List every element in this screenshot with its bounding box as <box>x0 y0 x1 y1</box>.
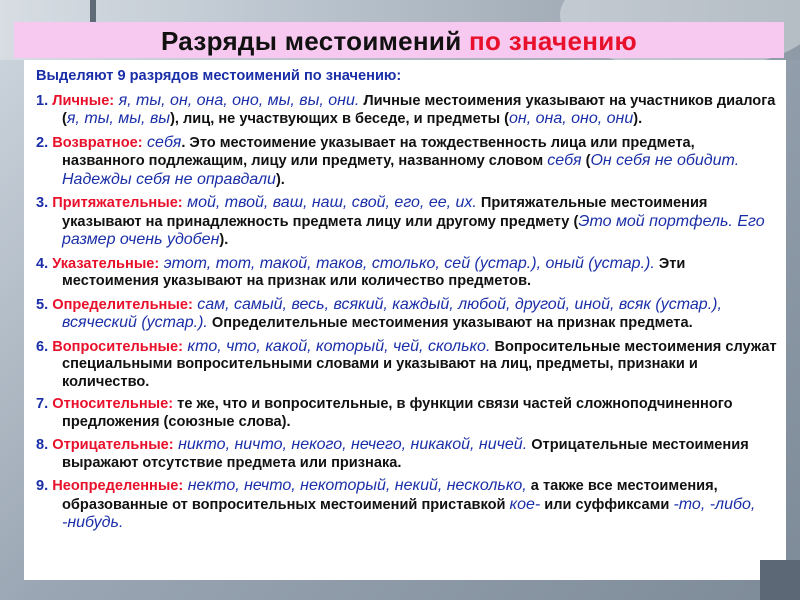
item-examples: некто, нечто, некоторый, некий, несколько, <box>183 477 527 494</box>
pronoun-category-item <box>36 194 778 250</box>
item-description-cont: или суффиксами <box>540 496 674 513</box>
slide-title-main: Разряды местоимений <box>161 26 469 56</box>
item-description: . Это местоимение указывает на тождественность лица или предмета, названного подлежащим, лицу или предмету, названному словом <box>62 134 695 169</box>
item-number: 3. <box>36 195 49 211</box>
pronoun-category-item <box>36 92 778 129</box>
item-description: Эти местоимения указывают на признак или количество предметов. <box>62 255 686 289</box>
text-area <box>36 64 778 538</box>
item-description-example: Это мой портфель. Его размер очень удобен <box>62 212 765 248</box>
item-description-example: себя <box>547 152 582 169</box>
item-description-cont: ). <box>219 232 229 248</box>
item-description: Вопросительные местоимения служат специальными вопросительными словами и указывают на лиц, предметы, признаки и количество. <box>62 338 777 390</box>
item-examples: себя <box>142 133 182 151</box>
item-number: 9. <box>36 478 49 494</box>
intro-line: Выделяют 9 разрядов местоимений по значению: <box>36 68 402 84</box>
item-number: 6. <box>36 338 49 355</box>
item-number: 2. <box>36 134 49 151</box>
item-description-example-2: он, она, оно, они <box>509 110 634 127</box>
item-number: 8. <box>36 437 49 453</box>
item-description: а также все местоимения, образованные от вопросительных местоимений приставкой <box>62 478 718 513</box>
item-term: Притяжательные: <box>48 195 183 211</box>
item-term: Указательные: <box>48 255 160 272</box>
item-term: Относительные: <box>48 396 174 412</box>
item-number: 5. <box>36 296 49 313</box>
item-term: Неопределенные: <box>48 478 184 494</box>
item-description: Отрицательные местоимения выражают отсутствие предмета или признака. <box>62 437 749 471</box>
item-description-example: я, ты, мы, вы <box>66 110 171 127</box>
pronoun-category-list <box>36 92 778 533</box>
item-examples: кто, что, какой, который, чей, сколько. <box>182 337 491 355</box>
item-description-end: ). <box>275 171 285 188</box>
item-description: Определительные местоимения указывают на признак предмета. <box>207 315 693 331</box>
item-term: Определительные: <box>48 296 193 313</box>
item-description: те же, что и вопросительные, в функции связи частей сложноподчиненного предложения (союзные слова). <box>62 396 733 430</box>
item-examples: сам, самый, весь, всякий, каждый, любой, другой, иной, всяк (устар.), всяческий (устар.). <box>62 295 722 331</box>
item-term: Отрицательные: <box>48 437 174 453</box>
item-term: Возвратное: <box>48 134 143 151</box>
item-description-example-2: Он себя не обидит. Надежды себя не оправдали <box>62 152 740 188</box>
item-examples: мой, твой, ваш, наш, свой, его, ее, их. <box>182 194 477 211</box>
item-examples: никто, ничто, некого, нечего, никакой, ничей. <box>173 436 528 453</box>
item-examples: я, ты, он, она, оно, мы, вы, они. <box>114 91 360 109</box>
slide-title <box>14 22 784 58</box>
pronoun-category-item <box>36 134 778 190</box>
item-description-example: кое- <box>509 495 541 513</box>
item-description-end: ). <box>633 111 643 127</box>
content-panel <box>24 60 786 580</box>
item-term: Личные: <box>48 92 115 109</box>
item-number: 4. <box>36 255 49 272</box>
pronoun-category-item <box>36 436 778 472</box>
item-number: 7. <box>36 396 49 412</box>
item-description: Личные местоимения указывают на участников диалога ( <box>62 92 776 127</box>
pronoun-category-item <box>36 338 778 392</box>
slide-title-accent: по значению <box>469 26 637 56</box>
pronoun-category-item <box>36 255 778 291</box>
pronoun-category-item <box>36 296 778 333</box>
pronoun-category-item <box>36 396 778 431</box>
item-number: 1. <box>36 92 49 109</box>
item-description: Притяжательные местоимения указывают на принадлежность предмета лицу или другому предмету ( <box>62 195 708 230</box>
item-description-cont: ), лиц, не участвующих в беседе, и предметы ( <box>170 111 510 127</box>
item-description-cont: ( <box>581 153 591 169</box>
background-corner-block <box>760 560 800 600</box>
item-term: Вопросительные: <box>48 338 183 355</box>
pronoun-category-item <box>36 477 778 533</box>
item-description-example-2: -то, -либо, -нибудь. <box>62 495 756 531</box>
item-examples: этот, тот, такой, таков, столько, сей (устар.), оный (устар.). <box>159 254 655 272</box>
